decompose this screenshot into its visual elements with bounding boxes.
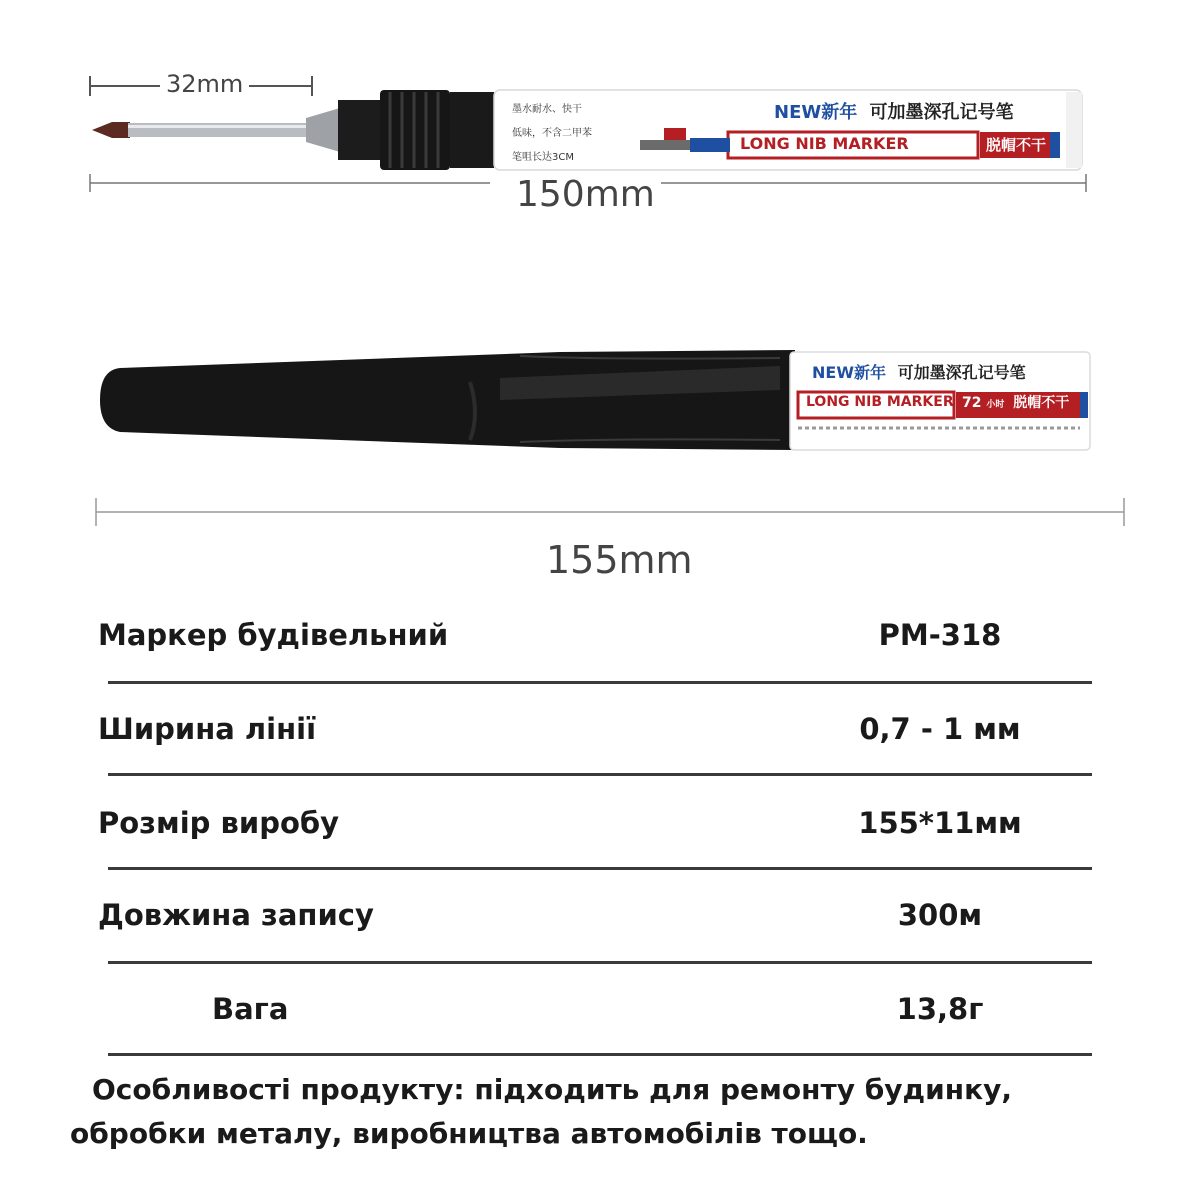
spec-divider [108,681,1092,684]
spec-label-line-width: Ширина лінії [98,712,317,746]
nib-length-label: 32mm [160,70,249,98]
spec-label-model: Маркер будівельний [98,618,449,652]
spec-divider [108,773,1092,776]
spec-divider [108,1053,1092,1056]
spec-label-weight: Вага [212,992,289,1026]
brand-logo-2: NEW新年 可加墨深孔记号笔 [812,363,1026,382]
feature-cn-2: 低味，不含二甲苯 [512,128,592,139]
tag-label-1: 脱帽不干 [986,136,1047,154]
feature-cn-3: 笔咀长达3CM [512,152,574,163]
spec-value-model: PM-318 [878,618,1002,652]
spec-label-writing-length: Довжина запису [98,898,374,932]
spec-divider [108,961,1092,964]
spec-divider [108,867,1092,870]
length-uncapped-label: 150mm [510,174,661,215]
length-capped-label: 155mm [540,538,699,582]
brand-logo-1: NEW新年 可加墨深孔记号笔 [774,102,1014,123]
spec-value-writing-length: 300м [897,898,983,932]
product-name-label-2: LONG NIB MARKER [806,394,954,410]
marker-uncapped-illustration [0,0,1200,260]
spec-value-weight: 13,8г [896,992,984,1026]
feature-cn-1: 墨水耐水、快干 [512,104,582,115]
product-name-label-1: LONG NIB MARKER [740,134,909,153]
spec-label-size: Розмір виробу [98,806,340,840]
product-features-text: Особливості продукту: підходить для ремонту будинку, обробки металу, виробництва автомобілів тощо. [70,1073,1012,1150]
spec-value-size: 155*11мм [858,806,1022,840]
badge-label-2: 72 小时 脱帽不干 [962,395,1070,411]
feature-list-cn [512,98,592,170]
spec-value-line-width: 0,7 - 1 мм [859,712,1021,746]
